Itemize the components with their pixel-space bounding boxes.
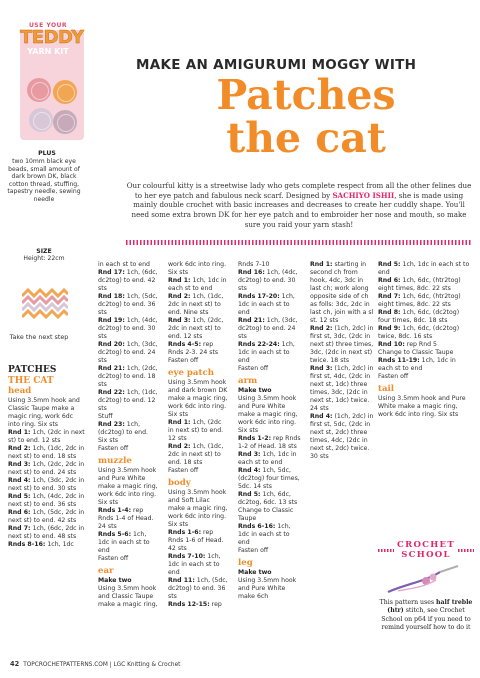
- instruction-row: [378, 395, 472, 419]
- section-muzzle: muzzle: [98, 456, 132, 466]
- row-label: Rnd 17:: [98, 269, 125, 276]
- instruction-row: [8, 541, 86, 549]
- row-text: 1ch, (6dc, 2dc in next st) to end. 48 sts: [8, 524, 85, 540]
- instruction-row: [98, 261, 158, 269]
- instruction-row: [238, 569, 302, 577]
- row-text: Using 3.5mm hook and Classic Taupe make a magic ring, work 6dc into ring. Six sts: [8, 396, 80, 428]
- row-label: Rnd 20:: [98, 341, 125, 348]
- row-text: rep: [209, 601, 222, 608]
- row-text: 1ch, 6dc, (htr2tog) eight times, 8dc. 22 sts: [378, 277, 461, 292]
- row-label: Rnd 3:: [8, 460, 31, 468]
- row-text: Fasten off: [98, 555, 129, 562]
- instruction-row: [168, 341, 228, 357]
- instruction-row: [168, 489, 228, 529]
- row-label: Rnd 23:: [98, 421, 125, 428]
- row-text: (1ch, 2dc) in first st, 3dc, (2dc in next st) three times, 3dc, (2dc in next st) twice. 18 sts: [310, 325, 374, 364]
- row-label: Rnd 4:: [310, 413, 333, 420]
- row-text: 1ch, (3dc, dc2tog) to end. 24 sts: [98, 341, 158, 364]
- row-text: 1ch, (3dc, dc2tog) to end. 24 sts: [238, 317, 298, 340]
- yarn-ball-lilac: [29, 108, 53, 132]
- instruction-row: [98, 389, 158, 413]
- pattern-column-1: [8, 366, 86, 549]
- instruction-row: [238, 435, 302, 451]
- ear-instructions-cont: [168, 261, 228, 365]
- crochet-school-box: [378, 540, 474, 660]
- pattern-column-3: [168, 261, 228, 609]
- instruction-row: [238, 467, 302, 491]
- row-label: Make two: [238, 569, 272, 576]
- ear-instructions: [98, 577, 158, 609]
- leg-instructions-cont: [310, 261, 374, 461]
- row-label: Rnd 18:: [98, 293, 125, 300]
- section-ear: ear: [98, 566, 114, 576]
- row-label: Rnd 7:: [378, 293, 401, 300]
- row-text: 1ch, 1dc in each st to end: [238, 451, 297, 466]
- separator-rule: [126, 240, 472, 245]
- row-text: 1ch, 5dc, (dc2tog) four times, 5dc. 14 sts: [238, 467, 300, 490]
- instruction-row: [168, 601, 228, 609]
- row-text: Using 3.5mm hook and Pure White make 6ch: [238, 577, 297, 600]
- row-label: Rnds 22-24:: [238, 341, 280, 348]
- row-label: Rnd 5:: [8, 492, 31, 500]
- row-label: Rnd 21:: [98, 365, 125, 372]
- school-text-1: This pattern uses: [379, 599, 437, 606]
- swatch-image: [22, 288, 68, 322]
- row-text: 1ch, (dc2tog) to end. Six sts: [98, 421, 149, 444]
- body-instructions: [168, 489, 228, 609]
- row-label: Rnds 5-6:: [98, 531, 132, 538]
- row-label: Rnd 2:: [168, 293, 191, 300]
- instruction-row: [98, 531, 158, 555]
- instruction-row: [98, 555, 158, 563]
- instruction-row: [238, 523, 302, 547]
- section-tail: tail: [378, 384, 395, 394]
- school-text: [378, 599, 474, 632]
- instruction-row: [168, 443, 228, 467]
- row-label: Rnd 7:: [8, 524, 31, 532]
- row-label: Rnds 1-6:: [168, 529, 202, 536]
- school-title-line-2: SCHOOL: [401, 550, 451, 560]
- row-text: 1ch, (2dc, dc2tog) to end. 18 sts: [98, 365, 158, 388]
- crochet-hook-illustration: [378, 562, 474, 596]
- row-label: Rnd 3:: [238, 451, 261, 458]
- arm-instructions: [238, 387, 302, 555]
- row-label: Rnd 21:: [238, 317, 265, 324]
- row-label: Rnds 11-19:: [378, 357, 420, 364]
- row-text: 1ch, 1dc in each st to end: [238, 341, 295, 364]
- row-text: rep Rnds 1-4 of Head. 24 sts: [98, 507, 154, 530]
- instruction-row: [238, 507, 302, 523]
- patches-heading: PATCHES: [8, 365, 57, 375]
- instruction-row: [168, 553, 228, 577]
- row-text: 1ch, (5dc, dc2tog) to end. 36 sts: [168, 577, 228, 600]
- row-text: Rnds 7-10: [238, 261, 270, 268]
- size-value: Height: 22cm: [23, 255, 65, 262]
- row-text: Using 3.5mm hook and Classic Taupe make a magic ring,: [98, 585, 158, 608]
- instruction-row: [168, 577, 228, 601]
- row-text: 1ch, (2dc in next st) to end. 12 sts: [8, 428, 85, 444]
- head-instructions-cont: [98, 261, 158, 453]
- row-label: Rnd 4:: [238, 467, 261, 474]
- row-text: 1ch, 1dc in each st to end: [98, 531, 150, 554]
- school-text-2: stitch, see Crochet School on p64 if you need to remind yourself how to do it: [381, 607, 471, 631]
- instruction-row: [8, 493, 86, 509]
- row-label: Rnd 1:: [310, 261, 333, 268]
- instruction-row: [238, 365, 302, 373]
- page-footer: [10, 660, 180, 668]
- instruction-row: [168, 277, 228, 293]
- row-text: rep Rnd 5: [404, 341, 437, 348]
- instruction-row: [238, 577, 302, 601]
- row-text: 1ch, 6dc, dc2tog, 6dc. 13 sts: [238, 491, 298, 506]
- instruction-row: [238, 395, 302, 435]
- row-text: Change to Classic Taupe: [378, 349, 454, 356]
- row-text: 1ch, (4dc, dc2tog) to end. 30 sts: [98, 317, 158, 340]
- instruction-row: [98, 585, 158, 609]
- row-text: Fasten off: [238, 365, 269, 372]
- row-text: 1ch, 1dc in each st to end: [168, 553, 221, 576]
- pattern-column-5: [310, 261, 374, 461]
- patches-subheading: THE CAT: [8, 375, 54, 386]
- instruction-row: [238, 317, 302, 341]
- body-instructions-cont: [238, 261, 302, 373]
- chevron-swatch-icon: [22, 288, 68, 322]
- instruction-row: [8, 509, 86, 525]
- instruction-row: [98, 421, 158, 445]
- row-label: Rnd 5:: [238, 491, 261, 498]
- school-rule-right: [458, 549, 474, 552]
- row-text: rep Rnds 2-3. 24 sts: [168, 341, 219, 356]
- tail-instructions: [378, 395, 472, 419]
- row-text: 1ch, (4dc, 2dc in next st) to end. 36 sts: [8, 492, 85, 508]
- row-text: 1ch, 6dc, (htr2tog) eight times, 8dc. 22 sts: [378, 293, 461, 308]
- row-label: Rnd 19:: [98, 317, 125, 324]
- instruction-row: [98, 467, 158, 507]
- row-text: Change to Classic Taupe: [238, 507, 294, 522]
- instruction-row: [238, 547, 302, 555]
- section-leg: leg: [238, 558, 253, 568]
- row-text: rep Rnds 1-2 of Head. 18 sts: [238, 435, 301, 450]
- instruction-row: [310, 413, 374, 461]
- hook-and-yarn-icon: [378, 562, 474, 596]
- row-text: Fasten off: [168, 467, 199, 474]
- yarn-ball-orange: [53, 80, 77, 104]
- row-label: Rnd 9:: [378, 325, 401, 332]
- row-text: Fasten off: [168, 357, 199, 364]
- instruction-row: [238, 491, 302, 507]
- head-instructions: [8, 397, 86, 549]
- row-label: Rnds 1-4:: [98, 507, 132, 514]
- row-text: 1ch, (2dc in next st) to end. 12 sts: [168, 419, 224, 442]
- row-label: Rnds 6-16:: [238, 523, 276, 530]
- yarn-balls-image: [27, 78, 81, 140]
- pattern-column-2: [98, 261, 158, 609]
- instruction-row: [8, 525, 86, 541]
- row-text: 1ch, (1dc, 2dc in next st) to end. 18 sts: [168, 443, 224, 466]
- row-label: Rnds 12-15:: [168, 601, 210, 608]
- row-label: Rnd 3:: [310, 365, 333, 372]
- row-label: Rnd 10:: [378, 341, 405, 348]
- row-text: Fasten off: [378, 373, 409, 380]
- row-label: Make two: [98, 577, 132, 584]
- row-label: Rnd 22:: [98, 389, 125, 396]
- row-text: 1ch, (1dc, 2dc in next st) to end. 18 sts: [8, 444, 85, 460]
- article-kicker: MAKE AN AMIGURUMI MOGGY WITH: [136, 57, 417, 73]
- next-step-caption: Take the next step: [9, 333, 69, 341]
- instruction-row: [378, 293, 472, 309]
- row-label: Rnd 1:: [168, 277, 191, 284]
- row-text: Using 3.5mm hook and Pure White make a magic ring, work 6dc into ring. Six sts: [378, 395, 466, 418]
- instruction-row: [168, 419, 228, 443]
- row-label: Rnds 17-20:: [238, 293, 280, 300]
- instruction-row: [8, 461, 86, 477]
- instruction-row: [378, 277, 472, 293]
- instruction-row: [168, 357, 228, 365]
- row-text: 1ch, 1dc in each st to end: [378, 261, 470, 276]
- page-number: 42: [10, 660, 20, 668]
- row-text: 1ch, (2dc, 2dc in next st) to end. 12 sts: [168, 317, 224, 340]
- row-label: Rnd 1:: [168, 419, 191, 426]
- school-stitch-name: half treble (htr): [387, 599, 473, 615]
- row-text: (1ch, 2dc) in first st, 4dc, (2dc in next st, 1dc) three times, 3dc, (2dc in next st, 1dc) twice. 24 sts: [310, 365, 374, 412]
- instruction-row: [238, 387, 302, 395]
- row-text: Stuff: [98, 413, 113, 420]
- instruction-row: [98, 293, 158, 317]
- instruction-row: [378, 309, 472, 325]
- instruction-row: [98, 577, 158, 585]
- row-text: 1ch, (6dc, dc2tog) to end. 42 sts: [98, 269, 158, 292]
- row-text: rep Rnds 1-6 of Head. 42 sts: [168, 529, 224, 552]
- size-heading: SIZE: [36, 248, 52, 255]
- row-text: 1ch, 1dc in each st to end: [238, 293, 295, 316]
- pattern-column-4: [238, 261, 302, 601]
- leg-instructions: [238, 569, 302, 601]
- row-label: Rnd 2:: [168, 443, 191, 450]
- instruction-row: [378, 373, 472, 381]
- instruction-row: [310, 365, 374, 413]
- row-text: 1ch, (2dc, 2dc in next st) to end. 24 sts: [8, 460, 85, 476]
- row-text: Fasten off: [98, 445, 129, 452]
- row-text: Using 3.5mm hook and dark brown DK make a magic ring, work 6dc into ring. Six sts: [168, 379, 228, 418]
- instruction-row: [98, 269, 158, 293]
- section-arm: arm: [238, 376, 258, 386]
- row-text: 1ch, 1dc in each st to end: [378, 357, 456, 372]
- row-label: Rnd 16:: [238, 269, 265, 276]
- muzzle-instructions: [98, 467, 158, 563]
- instruction-row: [378, 261, 472, 277]
- row-label: Rnd 2:: [8, 444, 31, 452]
- section-body: body: [168, 478, 191, 488]
- row-text: (1ch, 2dc) in first st, 5dc, (2dc in next st, 2dc) three times, 4dc, (2dc in next st, 2dc) twice. 30 sts: [310, 413, 374, 460]
- row-text: 1ch, (1dc, 2dc in next st) to end. Nine sts: [168, 293, 224, 316]
- row-label: Rnds 4-5:: [168, 341, 202, 348]
- kit-brand-label: TEDDY: [20, 27, 84, 48]
- instruction-row: [378, 349, 472, 357]
- instruction-row: [8, 397, 86, 429]
- row-label: Rnd 6:: [378, 277, 401, 284]
- kit-sidebar: [0, 0, 84, 678]
- section-head: head: [8, 385, 32, 396]
- instruction-row: [238, 261, 302, 269]
- instruction-row: [98, 365, 158, 389]
- pattern-column-6: [378, 261, 472, 419]
- kit-use-label: USE YOUR: [28, 22, 68, 29]
- row-label: Rnd 4:: [8, 476, 31, 484]
- instruction-row: [238, 269, 302, 293]
- row-text: 1ch, 1dc in each st to end: [238, 523, 291, 546]
- row-text: 1ch, 1dc: [45, 540, 74, 548]
- plus-materials-text: two 10mm black eye beads, small amount of dark brown DK, black cotton thread, stuffing, tapestry needle, sewing needle: [7, 158, 81, 203]
- section-eye-patch: eye patch: [168, 368, 214, 378]
- instruction-row: [378, 341, 472, 349]
- eye-patch-instructions: [168, 379, 228, 475]
- row-label: Rnd 6:: [8, 508, 31, 516]
- row-text: 1ch, 6dc, (dc2tog) four times, 8dc. 18 sts: [378, 309, 460, 324]
- row-label: Rnds 1-2:: [238, 435, 272, 442]
- instruction-row: [310, 325, 374, 365]
- instruction-row: [168, 317, 228, 341]
- instruction-row: [238, 451, 302, 467]
- plus-heading: PLUS: [38, 150, 56, 157]
- row-label: Rnd 3:: [168, 317, 191, 324]
- row-text: 1ch, (5dc, dc2tog) to end. 36 sts: [98, 293, 158, 316]
- instruction-row: [98, 445, 158, 453]
- row-text: 1ch, 6dc, (dc2tog) twice, 8dc. 16 sts: [378, 325, 460, 340]
- row-text: Using 3.5mm hook and Soft Lilac make a magic ring, work 6dc into ring. Six sts: [168, 489, 228, 528]
- kit-sub-label: YARN KIT: [27, 47, 69, 56]
- row-text: work 6dc into ring. Six sts: [168, 261, 227, 276]
- instruction-row: [238, 293, 302, 317]
- row-text: 1ch, (5dc, 2dc in next st) to end. 42 sts: [8, 508, 85, 524]
- leg-instructions-end: [378, 261, 472, 381]
- title-line-1: Patches: [216, 71, 396, 119]
- yarn-ball-pink: [27, 78, 51, 102]
- row-label: Rnd 11:: [168, 577, 195, 584]
- instruction-row: [8, 429, 86, 445]
- instruction-row: [98, 507, 158, 531]
- row-text: 1ch, (4dc, dc2tog) to end. 30 sts: [238, 269, 298, 292]
- yarn-ball-mauve: [53, 110, 77, 134]
- row-text: 1ch, 1dc in each st to end: [168, 277, 227, 292]
- row-text: 1ch, (3dc, 2dc in next st) to end. 30 sts: [8, 476, 85, 492]
- instruction-row: [378, 357, 472, 373]
- row-label: Rnd 1:: [8, 428, 31, 436]
- instruction-row: [168, 529, 228, 553]
- row-label: Make two: [238, 387, 272, 394]
- title-line-2: the cat: [226, 114, 386, 162]
- footer-text: TOPCROCHETPATTERNS.COM | LGC Knitting & Crochet: [23, 662, 181, 668]
- instruction-row: [8, 445, 86, 461]
- instruction-row: [98, 413, 158, 421]
- instruction-row: [378, 325, 472, 341]
- instruction-row: [168, 293, 228, 317]
- instruction-row: [98, 317, 158, 341]
- school-title: [397, 540, 455, 560]
- article-title: [196, 71, 416, 162]
- row-label: Rnd 8:: [378, 309, 401, 316]
- teddy-yarn-kit-logo: [20, 22, 84, 72]
- instruction-row: [98, 341, 158, 365]
- instruction-row: [238, 341, 302, 365]
- row-text: 1ch, (1dc, dc2tog) to end. 12 sts: [98, 389, 158, 412]
- school-title-line-1: CROCHET: [397, 540, 455, 550]
- instruction-row: [168, 467, 228, 475]
- intro-paragraph: [126, 181, 472, 230]
- instruction-row: [168, 379, 228, 419]
- row-text: starting in second ch from hook, 4dc, 3dc in last ch; work along opposite side of ch as folls: 3dc, 2dc in last ch, join with a sl st. 12 sts: [310, 261, 374, 324]
- row-text: in each st to end: [98, 261, 150, 268]
- instruction-row: [8, 477, 86, 493]
- row-label: Rnd 5:: [378, 261, 401, 268]
- instruction-row: [310, 261, 374, 325]
- row-label: Rnds 7-10:: [168, 553, 206, 560]
- instruction-row: [168, 261, 228, 277]
- intro-text-1: Our colourful kitty is a streetwise lady who gets complete respect from all the other felines due to her eye patch and fabulous neck scarf. Designed by: [126, 181, 472, 200]
- school-title-row: [378, 540, 474, 560]
- row-label: Rnds 8-16:: [8, 540, 46, 548]
- intro-text-2: , she is made using mainly double crochet with basic increases and decreases to create her cuddly shape. You'll need some extra brown DK for her eye patch and to embroider her nose and mouth, so make sure you raid your yarn stash!: [131, 190, 467, 229]
- designer-name: SACHIYO ISHII: [332, 190, 395, 200]
- school-rule-left: [378, 549, 394, 552]
- row-text: Using 3.5mm hook and Pure White make a magic ring, work 6dc into ring. Six sts: [238, 395, 298, 434]
- row-text: Using 3.5mm hook and Pure White make a magic ring, work 6dc into ring. Six sts: [98, 467, 158, 506]
- row-label: Rnd 2:: [310, 325, 333, 332]
- row-text: Fasten off: [238, 547, 269, 554]
